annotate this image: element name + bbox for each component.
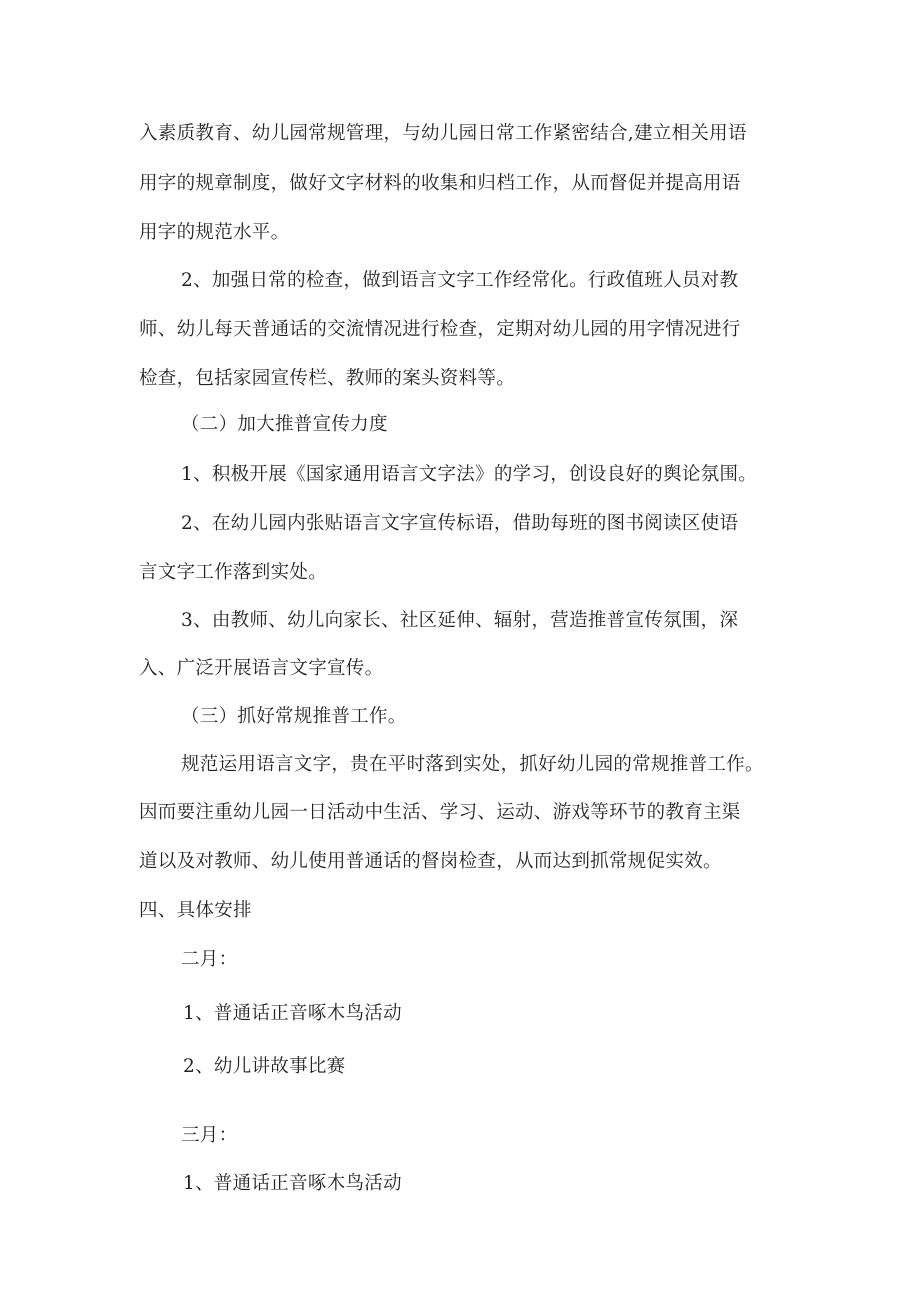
list-item-mar-1: 1、普通话正音啄木鸟活动 bbox=[183, 1173, 402, 1194]
paragraph-line-12: 入、广泛开展语言文字宣传。 bbox=[139, 658, 384, 679]
month-label-february: 二月： bbox=[181, 949, 238, 970]
paragraph-line-5: 师、幼儿每天普通话的交流情况进行检查，定期对幼儿园的用字情况进行 bbox=[139, 319, 741, 340]
list-item-feb-1: 1、普通话正音啄木鸟活动 bbox=[183, 1003, 402, 1024]
list-item-feb-2: 2、幼儿讲故事比赛 bbox=[183, 1056, 346, 1077]
paragraph-line-11: 3、由教师、幼儿向家长、社区延伸、辐射，营造推普宣传氛围，深 bbox=[181, 610, 739, 631]
section-heading-2: （二）加大推普宣传力度 bbox=[181, 414, 388, 435]
section-heading-4: 四、具体安排 bbox=[139, 900, 252, 921]
paragraph-line-15: 因而要注重幼儿园一日活动中生活、学习、运动、游戏等环节的教育主渠 bbox=[139, 802, 741, 823]
paragraph-line-14: 规范运用语言文字，贵在平时落到实处，抓好幼儿园的常规推普工作。 bbox=[181, 754, 764, 775]
paragraph-line-4: 2、加强日常的检查，做到语言文字工作经常化。行政值班人员对教 bbox=[181, 270, 739, 291]
paragraph-line-2: 用字的规章制度，做好文字材料的收集和归档工作，从而督促并提高用语 bbox=[139, 173, 741, 194]
paragraph-line-6: 检查，包括家园宣传栏、教师的案头资料等。 bbox=[139, 368, 516, 389]
paragraph-line-3: 用字的规范水平。 bbox=[139, 222, 290, 243]
month-label-march: 三月： bbox=[181, 1125, 238, 1146]
paragraph-line-10: 言文字工作落到实处。 bbox=[139, 562, 328, 583]
section-heading-3: （三）抓好常规推普工作。 bbox=[181, 706, 407, 727]
paragraph-line-9: 2、在幼儿园内张贴语言文字宣传标语，借助每班的图书阅读区使语 bbox=[181, 513, 739, 534]
paragraph-line-16: 道以及对教师、幼儿使用普通话的督岗检查，从而达到抓常规促实效。 bbox=[139, 851, 722, 872]
paragraph-line-1: 入素质教育、幼儿园常规管理，与幼儿园日常工作紧密结合,建立相关用语 bbox=[139, 123, 747, 144]
paragraph-line-8: 1、积极开展《国家通用语言文字法》的学习，创设良好的舆论氛围。 bbox=[181, 464, 758, 485]
